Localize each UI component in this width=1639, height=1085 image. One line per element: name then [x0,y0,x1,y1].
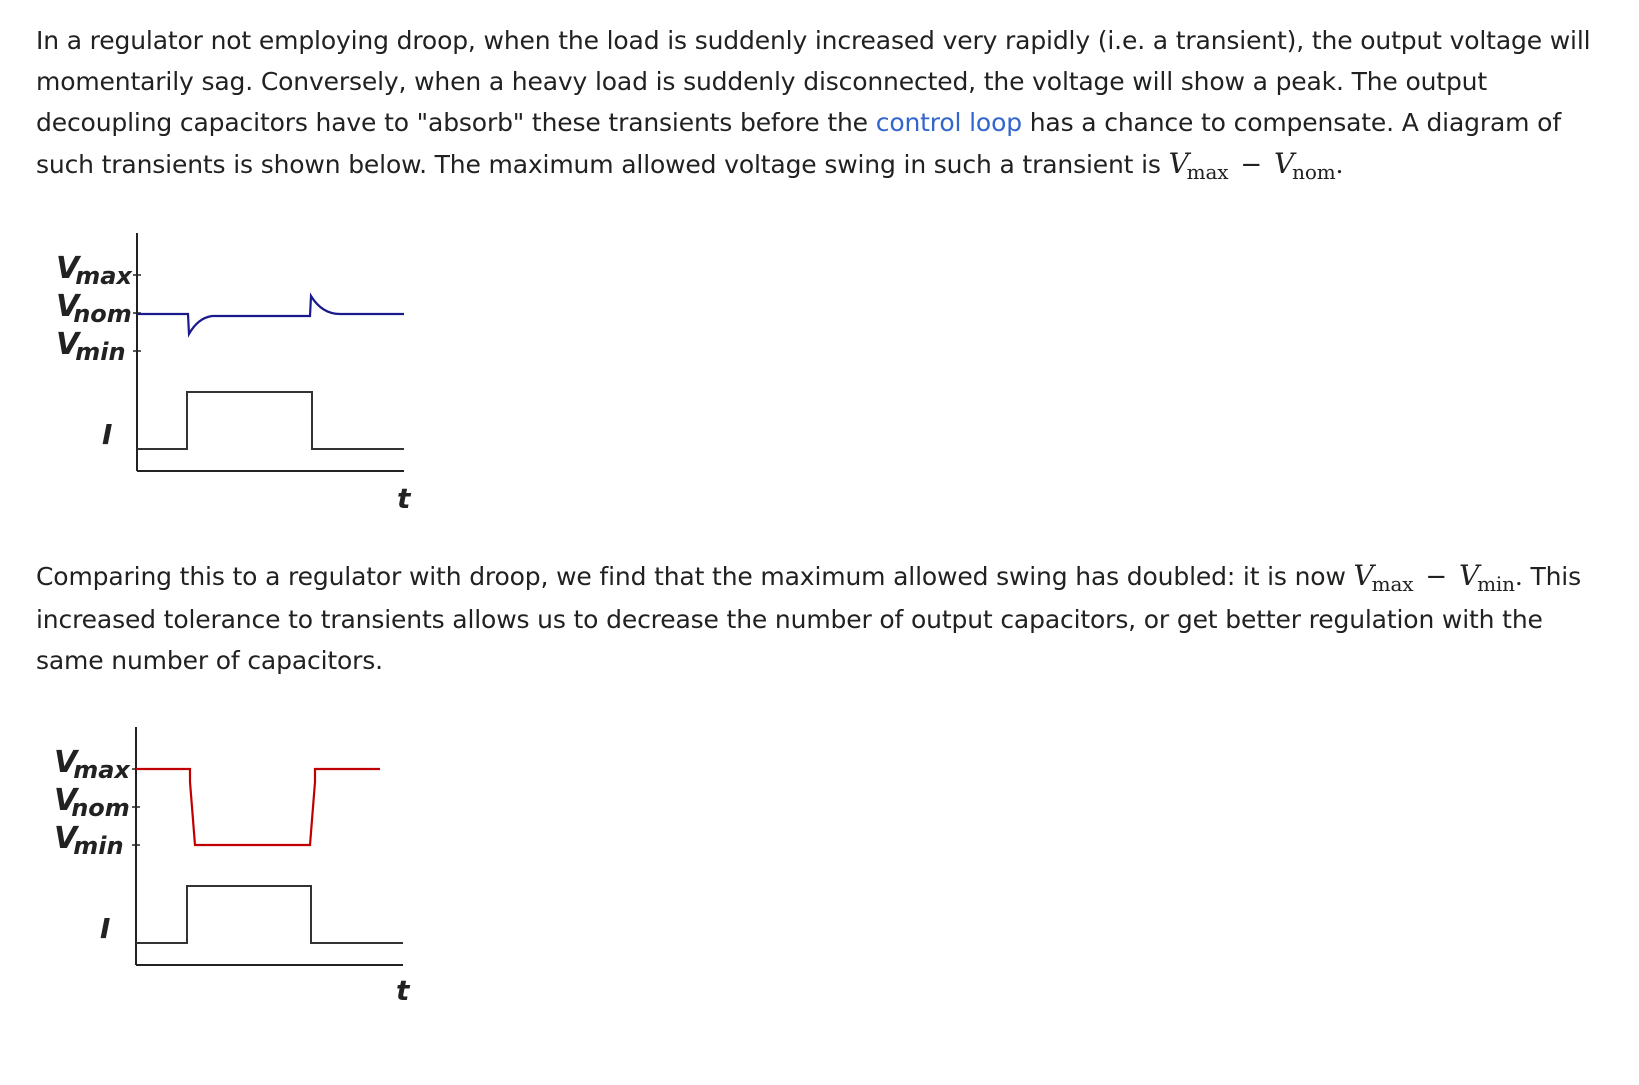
transient-plot-no-droop [40,228,440,508]
label-v: V [56,327,80,362]
paragraph-text: Comparing this to a regulator with droop, we find that the maximum allowed swing has doubled: it is now [36,562,1354,591]
label-v: V [56,251,80,286]
math-operator: − [1425,562,1447,592]
voltage-trace [136,769,380,845]
label-sub: nom [71,794,130,822]
math-operator: − [1240,150,1263,180]
label-vnom [54,783,130,822]
math-vmax-minus-vmin [1353,559,1523,596]
diagram-without-droop [40,228,440,508]
paragraph-no-droop [36,20,1606,187]
label-vmax [56,251,133,290]
label-v: V [56,289,80,324]
label-time: t [396,974,410,1002]
math-var: V [1168,147,1189,180]
paragraph-text: This increased tolerance to transients allows us to decrease the number of output capacitors, or get better regulation with the same number of capacitors. [36,562,1581,675]
label-v: V [54,783,78,818]
label-current: I [100,912,111,945]
label-vnom [56,289,132,328]
label-sub: max [73,756,130,784]
math-subscript: max [1186,160,1229,184]
paragraph-text: has a chance to compensate. A diagram of such transients is shown below. The maximum allowed voltage swing in such a transient is [36,108,1561,179]
label-time: t [397,482,411,508]
paragraph-text: In a regulator not employing droop, when the load is suddenly increased very rapidly (i.e. a transient), the output voltage will momentarily sag. Conversely, when a heavy load is suddenly disconnected, the voltage will show a peak. The output decoupling capacitors have to "absorb" these transients before the [36,26,1591,137]
label-sub: min [75,338,126,366]
label-v: V [54,745,78,780]
label-sub: nom [73,300,132,328]
current-trace [136,886,403,943]
voltage-trace [137,296,404,334]
control-loop-link[interactable]: control loop [875,108,1022,137]
math-subscript: nom [1292,160,1336,184]
label-current: I [102,418,113,451]
current-trace [137,392,404,449]
paragraph-with-droop [36,555,1606,681]
label-vmin [56,327,126,366]
label-vmin [54,821,124,860]
label-vmax [54,745,131,784]
label-sub: max [75,262,132,290]
math-var: V [1353,559,1374,592]
transient-plot-droop [40,722,440,1002]
label-v: V [54,821,78,856]
math-period: . [1514,562,1523,591]
math-var: V [1274,147,1295,180]
label-sub: min [73,832,124,860]
math-subscript: min [1477,572,1515,596]
math-vmax-minus-vnom [1168,147,1344,184]
math-subscript: max [1371,572,1414,596]
math-period: . [1335,150,1344,179]
diagram-with-droop [40,722,440,1002]
math-var: V [1458,559,1480,592]
